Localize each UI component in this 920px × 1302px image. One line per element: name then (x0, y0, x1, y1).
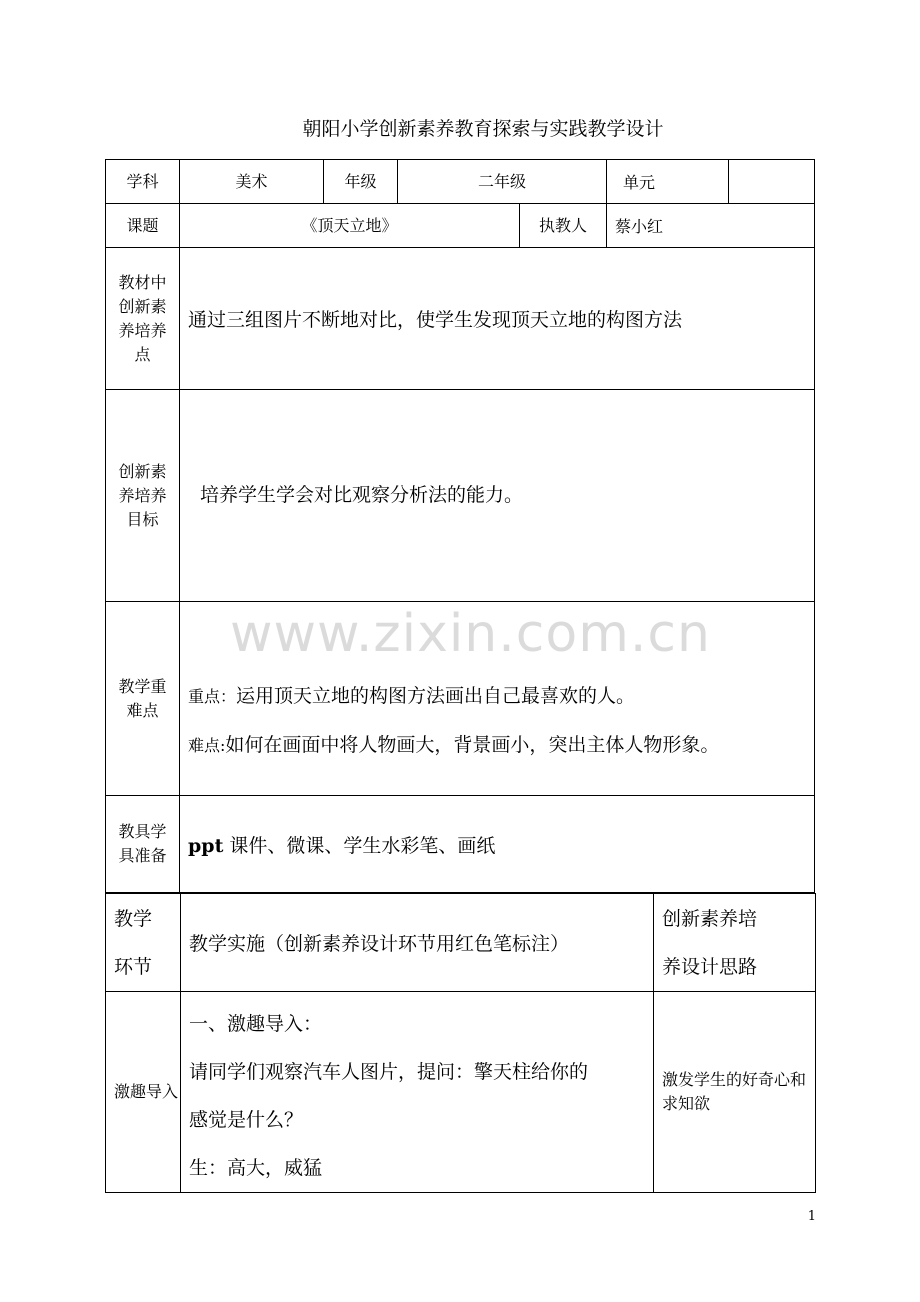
key-point-text: 运用顶天立地的构图方法画出自己最喜欢的人。 (236, 684, 636, 707)
teacher-label: 执教人 (520, 204, 607, 248)
hard-point-text: 如何在画面中将人物画大，背景画小，突出主体人物形象。 (225, 733, 720, 756)
section1-thinking: 激发学生的好奇心和求知欲 (654, 992, 816, 1193)
section1-line: 请同学们观察汽车人图片，提问：擎天柱给你的 (189, 1061, 589, 1083)
key-point-prefix: 重点： (188, 686, 237, 706)
teaching-process-table (105, 893, 816, 1193)
unit-value (729, 160, 815, 204)
subject-value: 美术 (180, 160, 324, 204)
tools-label: 教具学具准备 (106, 796, 180, 893)
section1-line: 感觉是什么？ (189, 1109, 304, 1131)
unit-label: 单元 (607, 160, 729, 204)
section-header-stage: 教学 环节 (106, 894, 181, 992)
goal-label: 创新素养培养目标 (106, 390, 180, 602)
material-point-content: 通过三组图片不断地对比，使学生发现顶天立地的构图方法 (180, 248, 815, 390)
hard-point-prefix: 难点: (188, 735, 226, 755)
subject-label: 学科 (106, 160, 180, 204)
section1-line: 生：高大，威猛 (189, 1157, 323, 1179)
tools-content (180, 796, 815, 893)
section-header-thinking: 创新素养培 养设计思路 (654, 894, 816, 992)
page-title: 朝阳小学创新素养教育探索与实践教学设计 (302, 118, 664, 140)
section1-line: 一、激趣导入： (189, 1013, 323, 1035)
topic-value: 《顶天立地》 (180, 204, 520, 248)
page-number: 1 (807, 1209, 816, 1224)
material-point-label: 教材中创新素养培养点 (106, 248, 180, 390)
tools-text: 课件、微课、学生水彩笔、画纸 (223, 834, 496, 857)
difficulty-label: 教学重难点 (106, 602, 180, 796)
watermark: www.zixin.com.cn (230, 604, 711, 664)
topic-label: 课题 (106, 204, 180, 248)
section-header-implementation: 教学实施（创新素养设计环节用红色笔标注） (181, 894, 654, 992)
section1-label: 激趣导入 (106, 992, 181, 1193)
grade-label: 年级 (324, 160, 398, 204)
grade-value: 二年级 (398, 160, 607, 204)
goal-content: 培养学生学会对比观察分析法的能力。 (180, 390, 815, 602)
tools-ppt: ppt (188, 834, 224, 857)
teacher-value: 蔡小红 (607, 204, 815, 248)
section1-content (181, 992, 654, 1193)
lesson-info-table (105, 159, 815, 893)
